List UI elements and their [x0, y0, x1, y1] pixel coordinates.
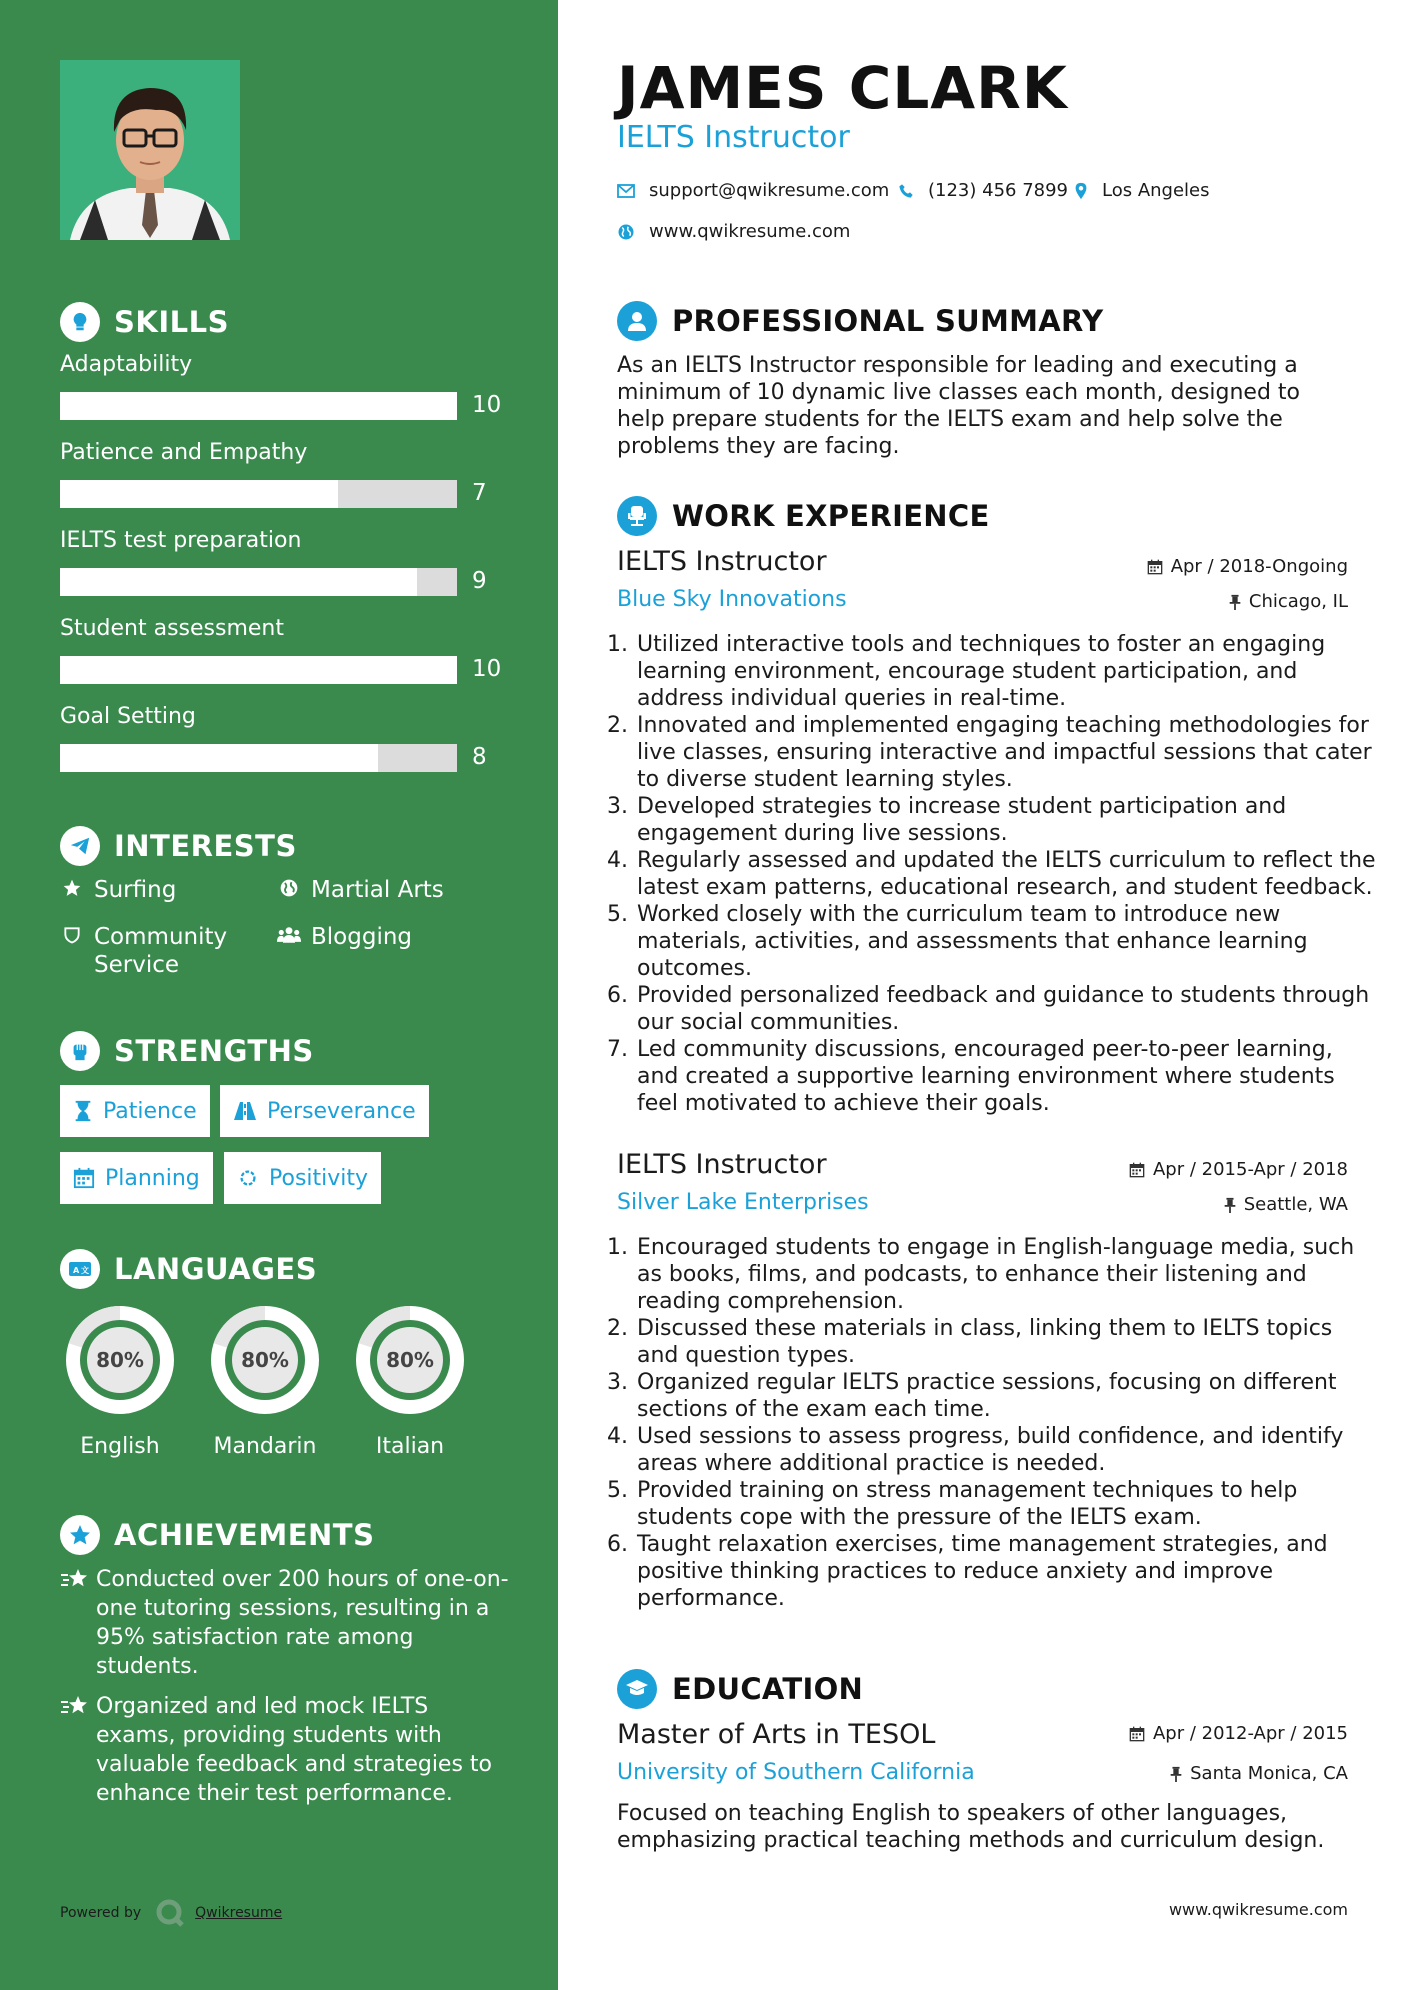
education-heading: [617, 1668, 863, 1710]
job-location: [1229, 591, 1348, 612]
duty-item: 2. Discussed these materials in class, linking them to IELTS topics and question types.: [635, 1315, 1380, 1369]
skill-bar-fill: [60, 744, 378, 772]
calendar-icon: [1129, 1162, 1145, 1178]
duty-item: 1. Utilized interactive tools and techniques to foster an engaging learning environment, encourage student participation, and address individual queries in real-time.: [635, 631, 1380, 712]
language-gauge: [60, 1300, 180, 1420]
skill-bar: [60, 480, 457, 508]
skill-bar-fill: [60, 568, 417, 596]
interests-heading: [60, 825, 297, 867]
skill-bar-fill: [60, 656, 457, 684]
strength-badge: [60, 1152, 213, 1204]
email-text[interactable]: support@qwikresume.com: [649, 180, 890, 201]
calendar-icon: [1129, 1726, 1145, 1742]
powered-by-label: Powered by: [60, 1905, 142, 1921]
paper-plane-icon: [60, 826, 100, 866]
sun-icon: [237, 1167, 259, 1189]
experience-heading-text: WORK EXPERIENCE: [672, 499, 990, 533]
duty-item: 3. Developed strategies to increase student participation and engagement during live sessions.: [635, 793, 1380, 847]
calendar-icon: [73, 1167, 95, 1189]
duty-item: 2. Innovated and implemented engaging teaching methodologies for live classes, ensuring interactive and impactful sessions that cater to diverse student learning styles.: [635, 712, 1380, 793]
job-location: [1224, 1194, 1348, 1215]
duty-item: 6. Taught relaxation exercises, time management strategies, and positive thinking practices to reduce anxiety and improve performance.: [635, 1531, 1380, 1612]
duty-item: 7. Led community discussions, encouraged peer-to-peer learning, and created a supportive learning environment where students feel motivated to achieve their goals.: [635, 1036, 1380, 1117]
skills-heading: [60, 301, 229, 343]
job-duties: [610, 631, 1380, 1117]
skill-bar: [60, 656, 457, 684]
skill-value: 10: [472, 656, 502, 682]
achievements-heading: [60, 1514, 374, 1556]
skill-value: 7: [472, 480, 487, 506]
interest-item: [277, 923, 412, 951]
job-role: IELTS Instructor: [617, 1149, 827, 1180]
education-degree: Master of Arts in TESOL: [617, 1719, 936, 1750]
contact-website: [617, 221, 850, 242]
graduation-cap-icon: [617, 1669, 657, 1709]
globe-icon: [617, 223, 635, 241]
map-pin-icon: [1074, 182, 1088, 200]
summary-heading-text: PROFESSIONAL SUMMARY: [672, 304, 1104, 338]
sidebar: [0, 0, 558, 1990]
duty-item: 3. Organized regular IELTS practice sessions, focusing on different sections of the exam each time.: [635, 1369, 1380, 1423]
interest-item: [60, 923, 260, 979]
interest-label: Community Service: [94, 924, 228, 978]
languages-heading: [60, 1248, 317, 1290]
translate-icon: [60, 1249, 100, 1289]
strengths-heading: [60, 1030, 314, 1072]
skills-heading-text: SKILLS: [114, 305, 229, 339]
education-school: University of Southern California: [617, 1760, 975, 1785]
candidate-name: JAMES CLARK: [617, 54, 1068, 122]
duty-item: 6. Provided personalized feedback and guidance to students through our social communities.: [635, 982, 1380, 1036]
duty-item: 1. Encouraged students to engage in English-language media, such as books, films, and podcasts, to enhance their listening and reading comprehension.: [635, 1234, 1380, 1315]
phone-text: (123) 456 7899: [928, 180, 1069, 201]
shield-icon: [60, 923, 84, 945]
job-company: Silver Lake Enterprises: [617, 1190, 869, 1215]
summary-text: As an IELTS Instructor responsible for leading and executing a minimum of 10 dynamic live classes each month, designed to help prepare students for the IELTS exam and help solve the problems they are facing.: [617, 353, 1300, 459]
languages-heading-text: LANGUAGES: [114, 1252, 318, 1286]
experience-heading: [617, 495, 990, 537]
candidate-title: IELTS Instructor: [617, 120, 850, 155]
strength-badge: [220, 1085, 429, 1137]
achievement-item: [60, 1692, 510, 1808]
strength-label: Patience: [103, 1098, 197, 1124]
pushpin-icon: [1224, 1197, 1236, 1213]
achievement-text: Conducted over 200 hours of one-on-one tutoring sessions, resulting in a 95% satisfaction rate among students.: [96, 1567, 509, 1679]
qwikresume-link[interactable]: Qwikresume: [195, 1905, 283, 1921]
trophy-star-icon: [60, 1515, 100, 1555]
skill-bar-fill: [60, 480, 338, 508]
strength-label: Perseverance: [267, 1098, 416, 1124]
language-name: English: [80, 1434, 160, 1459]
education-location-text: Santa Monica, CA: [1190, 1763, 1348, 1784]
location-text: Los Angeles: [1102, 180, 1210, 201]
achievements-heading-text: ACHIEVEMENTS: [114, 1518, 375, 1552]
duty-item: 5. Worked closely with the curriculum team to introduce new materials, activities, and assessments that enhance learning outcomes.: [635, 901, 1380, 982]
contact-phone: [898, 180, 1068, 201]
skill-value: 9: [472, 568, 487, 594]
interest-label: Martial Arts: [311, 877, 444, 903]
skill-bar: [60, 744, 457, 772]
fist-icon: [60, 1031, 100, 1071]
pushpin-icon: [1229, 594, 1241, 610]
road-icon: [233, 1101, 257, 1121]
skill-bar-fill: [60, 392, 457, 420]
language-gauge: [205, 1300, 325, 1420]
contact-email: [617, 180, 889, 201]
education-dates-text: Apr / 2012-Apr / 2015: [1152, 1723, 1348, 1744]
summary-heading: [617, 300, 1103, 342]
calendar-icon: [1147, 559, 1163, 575]
svg-text:A: A: [73, 1266, 80, 1275]
job-location-text: Seattle, WA: [1243, 1194, 1348, 1215]
achievement-text: Organized and led mock IELTS exams, providing students with valuable feedback and strategies to enhance their test performance.: [96, 1694, 493, 1806]
powered-by: [60, 1898, 282, 1928]
office-chair-icon: [617, 496, 657, 536]
language-percent: 80%: [96, 1348, 144, 1372]
skill-name: IELTS test preparation: [60, 528, 302, 553]
interest-label: Blogging: [311, 924, 413, 950]
skill-bar: [60, 568, 457, 596]
strengths-heading-text: STRENGTHS: [114, 1034, 314, 1068]
job-role: IELTS Instructor: [617, 546, 827, 577]
job-dates-text: Apr / 2015-Apr / 2018: [1152, 1159, 1348, 1180]
hourglass-icon: [73, 1100, 93, 1122]
profile-photo: [60, 60, 240, 240]
interests-heading-text: INTERESTS: [114, 829, 297, 863]
strength-badge: [224, 1152, 381, 1204]
education-heading-text: EDUCATION: [672, 1672, 864, 1706]
users-icon: [277, 923, 301, 945]
language-name: Mandarin: [213, 1434, 317, 1459]
skill-value: 8: [472, 744, 487, 770]
skill-name: Adaptability: [60, 352, 193, 377]
qwikresume-logo-icon: [155, 1898, 185, 1928]
strength-label: Planning: [105, 1165, 200, 1191]
achievement-item: [60, 1565, 510, 1681]
education-description: Focused on teaching English to speakers of other languages, emphasizing practical teaching methods and curriculum design.: [617, 1801, 1325, 1853]
skill-value: 10: [472, 392, 502, 418]
shooting-star-icon: [60, 1692, 96, 1808]
skill-name: Student assessment: [60, 616, 284, 641]
pushpin-icon: [1170, 1766, 1182, 1782]
education-location: [1170, 1763, 1348, 1784]
interest-label: Surfing: [94, 877, 177, 903]
interest-item: [60, 876, 176, 904]
language-name: Italian: [375, 1434, 445, 1459]
lightbulb-icon: [60, 302, 100, 342]
job-company: Blue Sky Innovations: [617, 587, 847, 612]
footer-website[interactable]: www.qwikresume.com: [1168, 1900, 1348, 1919]
strength-label: Positivity: [269, 1165, 369, 1191]
language-percent: 80%: [241, 1348, 289, 1372]
envelope-icon: [617, 184, 635, 198]
star-icon: [60, 876, 84, 898]
strength-badge: [60, 1085, 210, 1137]
job-location-text: Chicago, IL: [1248, 591, 1348, 612]
skill-name: Goal Setting: [60, 704, 196, 729]
job-dates: [1129, 1159, 1348, 1180]
job-duties: [610, 1234, 1380, 1612]
skill-bar: [60, 392, 457, 420]
globe-icon: [277, 876, 301, 898]
job-dates-text: Apr / 2018-Ongoing: [1170, 556, 1348, 577]
phone-icon: [898, 183, 914, 199]
language-gauge: [350, 1300, 470, 1420]
education-dates: [1129, 1723, 1348, 1744]
skill-name: Patience and Empathy: [60, 440, 308, 465]
job-dates: [1147, 556, 1348, 577]
website-text[interactable]: www.qwikresume.com: [649, 221, 851, 242]
user-icon: [617, 301, 657, 341]
contact-location: [1074, 180, 1210, 201]
duty-item: 5. Provided training on stress management techniques to help students cope with the pressure of the IELTS exam.: [635, 1477, 1380, 1531]
duty-item: 4. Regularly assessed and updated the IELTS curriculum to reflect the latest exam patterns, educational research, and student feedback.: [635, 847, 1380, 901]
language-percent: 80%: [386, 1348, 434, 1372]
svg-text:文: 文: [81, 1266, 89, 1275]
duty-item: 4. Used sessions to assess progress, build confidence, and identify areas where additional practice is needed.: [635, 1423, 1380, 1477]
shooting-star-icon: [60, 1565, 96, 1681]
interest-item: [277, 876, 444, 904]
